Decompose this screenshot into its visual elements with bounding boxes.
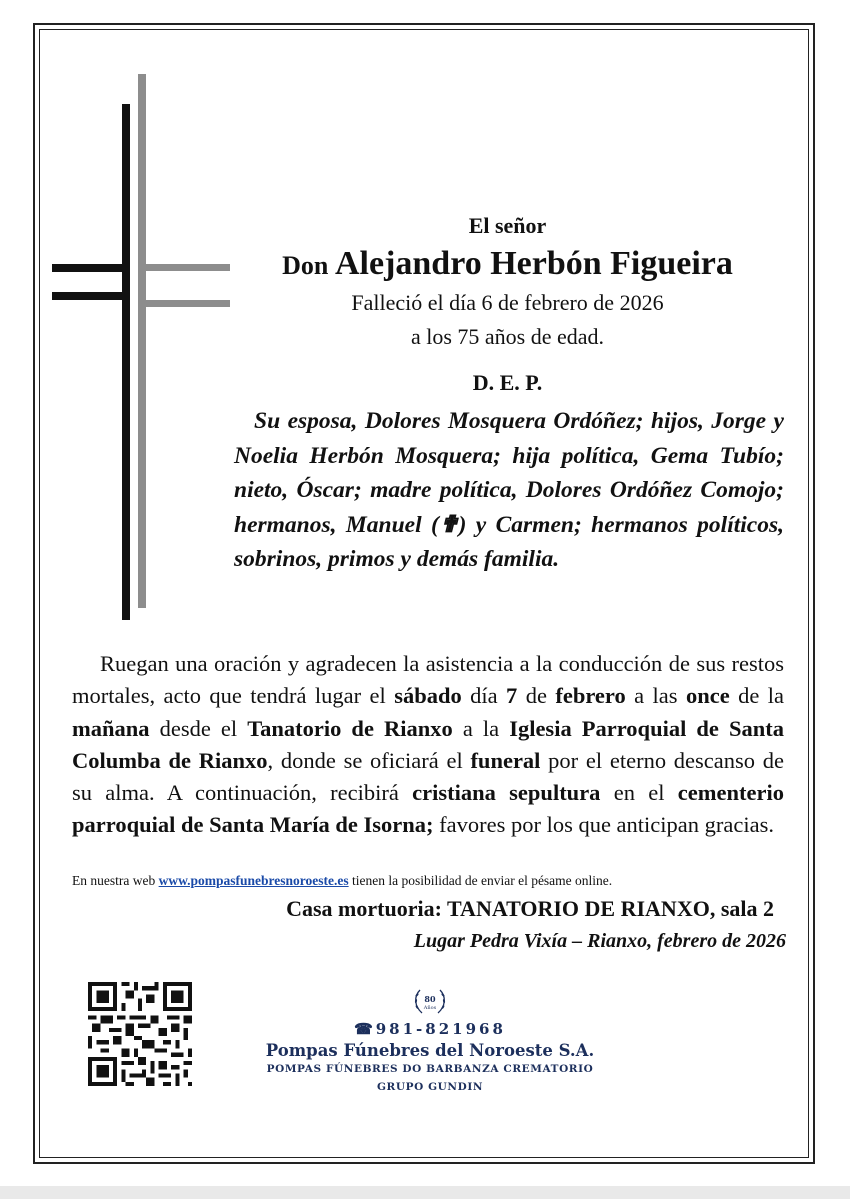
anniversary-emblem-icon — [411, 982, 449, 1020]
qr-code[interactable] — [88, 982, 192, 1086]
cross-gray-horizontal-top — [138, 264, 230, 271]
dep-label: D. E. P. — [472, 370, 543, 395]
company-group: GRUPO GUNDIN — [376, 1081, 484, 1093]
body-bold: sábado — [394, 683, 462, 709]
body-text: de — [517, 683, 556, 709]
body-text: por el eterno descanso de su alma. A continuación, recibirá — [72, 747, 784, 806]
web-prefix: En nuestra web — [72, 873, 159, 888]
body-bold: cristiana sepultura — [412, 780, 601, 806]
body-text: favores por los que anticipan gracias. — [433, 812, 774, 838]
deceased-cross-icon: ✟ — [438, 511, 459, 538]
death-date-line: Falleció el día 6 de febrero de 2026 — [351, 290, 664, 315]
phone-number[interactable] — [230, 1020, 630, 1038]
family-text-1: Su esposa, Dolores Mosquera Ordóñez; hijos, Jorge y Noelia Herbón Mosquera; hija política, Gema Tubío; nieto, Óscar; madre política, Dolores Ordóñez Comojo; hermanos, Manuel ( — [234, 408, 784, 538]
emblem-number: 80 — [424, 994, 436, 1004]
body-text: a las — [625, 683, 686, 709]
body-text: en el — [600, 780, 678, 806]
cross-black-horizontal-top — [52, 264, 130, 272]
place-date: Lugar Pedra Vixía – Rianxo, febrero de 2026 — [413, 930, 786, 952]
phone-text: 981-821968 — [375, 1020, 506, 1038]
cross-black-vertical — [122, 104, 130, 620]
body-text: a la — [452, 715, 510, 741]
age-line: a los 75 años de edad. — [410, 324, 605, 349]
body-bold: 7 — [506, 683, 518, 709]
body-bold: Iglesia Parroquial de Santa Columba de Rianxo — [72, 715, 784, 773]
body-text: Ruegan una oración y agradecen la asistencia a la conducción de sus restos mortales, acto que tendrá lugar el — [72, 651, 784, 709]
body-bold: mañana — [72, 715, 150, 741]
body-bold: febrero — [555, 683, 626, 709]
phone-icon: ☎ — [354, 1020, 376, 1038]
name-text: Alejandro Herbón Figueira — [334, 245, 733, 282]
body-bold: once — [685, 683, 730, 709]
family-text-2: ) y Carmen; hermanos políticos, sobrinos, primos y demás familia. — [234, 511, 784, 573]
casa-mortuoria: Casa mortuoria: TANATORIO DE RIANXO, sala 2 — [286, 896, 774, 921]
body-bold: funeral — [470, 747, 541, 773]
cross-gray-vertical — [138, 74, 146, 608]
deceased-name — [230, 245, 785, 283]
body-text: de la — [729, 683, 784, 709]
family-paragraph — [234, 404, 784, 577]
cross-black-horizontal-bottom — [52, 292, 130, 300]
cross-gray-horizontal-bottom — [138, 300, 230, 307]
ceremony-paragraph — [72, 648, 784, 842]
web-notice — [72, 873, 792, 889]
body-bold: cementerio parroquial de Santa María de Isorna; — [72, 780, 784, 838]
body-text: día — [461, 683, 507, 709]
body-bold: Tanatorio de Rianxo — [247, 715, 453, 741]
title-prefix: El señor — [468, 213, 547, 238]
emblem-word: Años — [423, 1005, 437, 1011]
website-link[interactable]: www.pompasfunebresnoroeste.es — [158, 873, 349, 888]
company-subtitle: POMPAS FÚNEBRES DO BARBANZA CREMATORIO — [266, 1063, 594, 1075]
body-text: desde el — [149, 715, 248, 741]
company-name: Pompas Fúnebres del Noroeste S.A. — [265, 1041, 595, 1060]
bottom-strip — [0, 1186, 850, 1199]
honorific: Don — [282, 251, 329, 280]
web-suffix: tienen la posibilidad de enviar el pésame online. — [348, 873, 613, 888]
body-text: , donde se oficiará el — [267, 747, 471, 773]
